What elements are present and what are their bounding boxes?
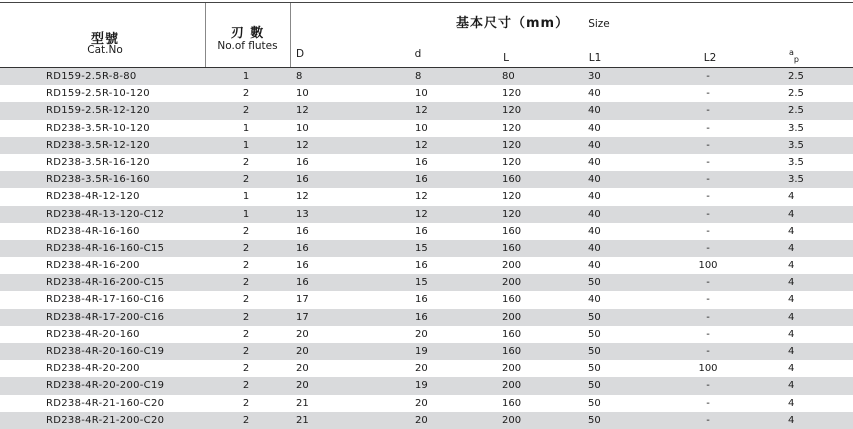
header-divider-2 [290,3,291,67]
table-row [0,257,853,274]
length-L-cell: 160 [502,242,522,254]
catalog-cell: RD238-4R-21-160-C20 [46,397,165,409]
ap-cell: 4 [788,242,795,254]
diameter-D-cell: 16 [296,260,309,272]
length-L-cell: 160 [502,397,522,409]
length-L1-cell: 40 [588,139,601,151]
length-L2-cell: - [706,242,710,254]
length-L1-cell: 50 [588,277,601,289]
shank-d-cell: 19 [415,380,428,392]
length-L1-cell: 40 [588,294,601,306]
table-top-rule [0,2,853,3]
flutes-header-zh: 刃 數 [230,26,265,41]
ap-cell: 4 [788,260,795,272]
length-L1-cell: 30 [588,71,601,82]
length-L-cell: 120 [502,139,522,151]
table-row [0,395,853,412]
ap-cell: 3.5 [788,122,804,134]
length-L1-cell: 50 [588,311,601,323]
catalog-cell: RD238-3.5R-12-120 [46,139,150,151]
length-L-cell: 200 [502,380,522,392]
diameter-D-cell: 20 [296,380,309,392]
length-L2-cell: - [706,346,710,357]
table-row [0,68,853,85]
ap-cell: 3.5 [788,156,804,168]
flutes-cell: 2 [242,311,250,323]
catalog-cell: RD238-4R-16-200 [46,260,140,272]
flutes-cell: 2 [242,363,250,375]
diameter-D-cell: 16 [296,225,309,237]
length-L-cell: 120 [502,122,522,134]
size-header [456,12,610,31]
diameter-D-cell: 20 [296,346,309,357]
length-L2-cell: - [706,156,710,168]
length-L2-cell: - [706,88,710,100]
table-row [0,309,853,326]
diameter-D-cell: 10 [296,88,309,100]
length-L1-cell: 40 [588,105,601,117]
col-header-d: d [414,48,422,60]
shank-d-cell: 12 [415,139,428,151]
ap-cell: 3.5 [788,174,804,186]
catalog-cell: RD238-4R-20-200 [46,363,140,375]
diameter-D-cell: 17 [296,311,309,323]
diameter-D-cell: 20 [296,363,309,375]
length-L1-cell: 50 [588,363,601,375]
ap-cell: 2.5 [788,105,804,117]
length-L1-cell: 40 [588,174,601,186]
flutes-cell: 2 [242,277,250,289]
flutes-header-en: No.of flutes [217,40,278,52]
length-L1-cell: 40 [588,208,601,220]
length-L2-cell: - [706,294,710,306]
shank-d-cell: 16 [415,311,428,323]
shank-d-cell: 20 [415,328,428,340]
flutes-cell: 1 [242,208,250,220]
length-L2-cell: - [706,208,710,220]
length-L1-cell: 40 [588,191,601,203]
ap-symbol: a [789,48,794,57]
shank-d-cell: 10 [415,122,428,134]
table-row [0,120,853,137]
flutes-cell: 2 [242,156,250,168]
ap-cell: 4 [788,277,795,289]
table-row [0,223,853,240]
flutes-cell: 1 [242,139,250,151]
shank-d-cell: 15 [415,277,428,289]
catalog-cell: RD238-4R-12-120 [46,191,140,203]
length-L2-cell: - [706,105,710,117]
shank-d-cell: 19 [415,346,428,357]
diameter-D-cell: 13 [296,208,309,220]
flutes-cell: 1 [242,191,250,203]
table-row [0,343,853,360]
length-L2-cell: - [706,174,710,186]
flutes-cell: 2 [242,225,250,237]
length-L-cell: 120 [502,191,522,203]
length-L2-cell: - [706,139,710,151]
catalog-cell: RD238-3.5R-10-120 [46,122,150,134]
diameter-D-cell: 21 [296,414,309,426]
length-L1-cell: 40 [588,156,601,168]
table-row [0,377,853,394]
length-L2-cell: - [706,380,710,392]
length-L-cell: 200 [502,414,522,426]
length-L1-cell: 50 [588,346,601,357]
size-header-zh: 基本尺寸（mm） [456,16,570,31]
table-row [0,85,853,102]
diameter-D-cell: 8 [296,71,303,82]
length-L-cell: 200 [502,311,522,323]
length-L-cell: 120 [502,156,522,168]
flutes-cell: 1 [242,122,250,134]
shank-d-cell: 16 [415,156,428,168]
length-L-cell: 160 [502,225,522,237]
ap-cell: 4 [788,311,795,323]
catalog-cell: RD238-4R-20-160-C19 [46,346,165,357]
flutes-cell: 2 [242,174,250,186]
length-L2-cell: 100 [698,363,718,375]
table-row [0,326,853,343]
flutes-cell: 2 [242,260,250,272]
ap-cell: 4 [788,397,795,409]
table-row [0,154,853,171]
ap-cell: 4 [788,225,795,237]
length-L2-cell: - [706,311,710,323]
length-L2-cell: - [706,191,710,203]
diameter-D-cell: 16 [296,156,309,168]
ap-cell: 4 [788,414,795,426]
length-L-cell: 160 [502,346,522,357]
col-header-L1: L1 [588,52,602,64]
flutes-cell: 2 [242,414,250,426]
ap-cell: 4 [788,363,795,375]
table-row [0,137,853,154]
length-L-cell: 80 [502,71,515,82]
table-row [0,171,853,188]
flutes-cell: 2 [242,294,250,306]
length-L1-cell: 40 [588,260,601,272]
ap-cell: 4 [788,208,795,220]
table-body [0,68,853,429]
ap-cell: 4 [788,346,795,357]
ap-cell: 3.5 [788,139,804,151]
length-L-cell: 160 [502,328,522,340]
length-L-cell: 120 [502,208,522,220]
length-L1-cell: 50 [588,397,601,409]
length-L1-cell: 40 [588,122,601,134]
length-L2-cell: - [706,225,710,237]
diameter-D-cell: 21 [296,397,309,409]
diameter-D-cell: 16 [296,277,309,289]
shank-d-cell: 16 [415,294,428,306]
length-L1-cell: 50 [588,414,601,426]
length-L2-cell: - [706,397,710,409]
shank-d-cell: 20 [415,363,428,375]
length-L1-cell: 50 [588,380,601,392]
length-L1-cell: 40 [588,242,601,254]
flutes-cell: 2 [242,88,250,100]
table-row [0,188,853,205]
ap-cell: 4 [788,191,795,203]
diameter-D-cell: 16 [296,242,309,254]
catalog-cell: RD238-4R-20-200-C19 [46,380,165,392]
catalog-cell: RD159-2.5R-12-120 [46,105,150,117]
catalog-cell: RD159-2.5R-10-120 [46,88,150,100]
table-row [0,291,853,308]
diameter-D-cell: 10 [296,122,309,134]
length-L2-cell: 100 [698,260,718,272]
diameter-D-cell: 17 [296,294,309,306]
shank-d-cell: 16 [415,174,428,186]
col-header-L: L [503,52,509,64]
table-row [0,412,853,429]
diameter-D-cell: 12 [296,139,309,151]
length-L-cell: 200 [502,277,522,289]
catalog-cell: RD238-4R-17-160-C16 [46,294,165,306]
ap-cell: 4 [788,294,795,306]
table-row [0,274,853,291]
length-L2-cell: - [706,122,710,134]
shank-d-cell: 20 [415,397,428,409]
length-L-cell: 160 [502,294,522,306]
length-L1-cell: 40 [588,225,601,237]
catalog-cell: RD238-4R-17-200-C16 [46,311,165,323]
length-L-cell: 160 [502,174,522,186]
col-header-ap [789,50,799,62]
flutes-cell: 1 [242,71,250,82]
length-L-cell: 120 [502,88,522,100]
shank-d-cell: 16 [415,225,428,237]
table-row [0,102,853,119]
catalog-header-en: Cat.No [87,44,123,56]
length-L1-cell: 40 [588,88,601,100]
diameter-D-cell: 20 [296,328,309,340]
shank-d-cell: 20 [415,414,428,426]
shank-d-cell: 16 [415,260,428,272]
diameter-D-cell: 12 [296,105,309,117]
table-row [0,240,853,257]
length-L1-cell: 50 [588,328,601,340]
col-header-L2: L2 [703,52,717,64]
flutes-cell: 2 [242,380,250,392]
catalog-cell: RD238-4R-16-200-C15 [46,277,165,289]
length-L2-cell: - [706,328,710,340]
catalog-cell: RD238-4R-13-120-C12 [46,208,165,220]
catalog-cell: RD238-4R-21-200-C20 [46,414,165,426]
flutes-cell: 2 [242,242,250,254]
table-row [0,360,853,377]
ap-cell: 4 [788,328,795,340]
size-header-en: Size [588,18,610,30]
catalog-cell: RD238-4R-20-160 [46,328,140,340]
catalog-header-zh: 型號 [90,32,119,47]
flutes-cell: 2 [242,328,250,340]
ap-cell: 4 [788,380,795,392]
table-row [0,206,853,223]
flutes-cell: 2 [242,105,250,117]
length-L2-cell: - [706,414,710,426]
length-L-cell: 200 [502,260,522,272]
catalog-cell: RD238-3.5R-16-160 [46,174,150,186]
shank-d-cell: 8 [415,71,422,82]
ap-subscript: p [793,55,799,64]
diameter-D-cell: 12 [296,191,309,203]
ap-cell: 2.5 [788,71,804,82]
length-L2-cell: - [706,71,710,82]
catalog-cell: RD159-2.5R-8-80 [46,71,137,82]
shank-d-cell: 15 [415,242,428,254]
length-L2-cell: - [706,277,710,289]
length-L-cell: 120 [502,105,522,117]
length-L-cell: 200 [502,363,522,375]
catalog-cell: RD238-4R-16-160-C15 [46,242,165,254]
diameter-D-cell: 16 [296,174,309,186]
flutes-cell: 2 [242,397,250,409]
catalog-cell: RD238-3.5R-16-120 [46,156,150,168]
col-header-D: D [295,48,305,60]
shank-d-cell: 12 [415,105,428,117]
catalog-cell: RD238-4R-16-160 [46,225,140,237]
flutes-cell: 2 [242,346,250,357]
shank-d-cell: 10 [415,88,428,100]
shank-d-cell: 12 [415,208,428,220]
shank-d-cell: 12 [415,191,428,203]
ap-cell: 2.5 [788,88,804,100]
